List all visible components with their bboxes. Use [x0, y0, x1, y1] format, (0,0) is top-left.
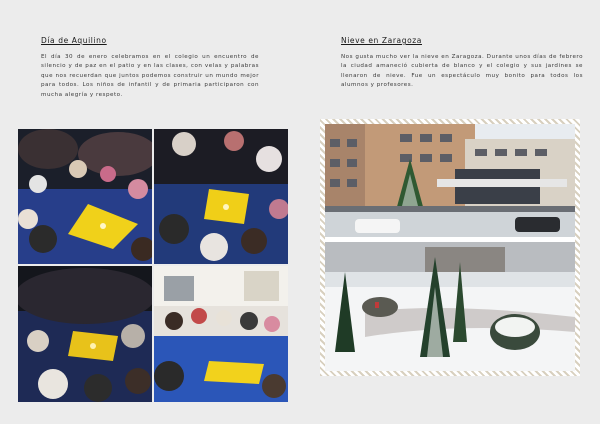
- left-page-title: Día de Aquilino: [41, 36, 107, 45]
- photo-image: [325, 242, 575, 371]
- photo-image: [154, 129, 288, 264]
- photo-image: [18, 266, 152, 402]
- right-page-title: Nieve en Zaragoza: [341, 36, 422, 45]
- photo-children-candles-2: [154, 129, 288, 264]
- photo-image: [18, 129, 152, 264]
- photo-children-dark-hall: [18, 266, 152, 402]
- photo-children-classroom: [154, 266, 288, 402]
- left-page-paragraph: El día 30 de enero celebramos en el colegio un encuentro de silencio y de paz en el patio y en las clases, con velas y palabras que nos recuerdan que juntos podemos construir un mundo mejor para todos. Los niños de infantil y de primaria participaron con mucha alegría y respeto.: [41, 54, 259, 98]
- right-page-paragraph: Nos gusta mucho ver la nieve en Zaragoza. Durante unos días de febrero la ciudad amaneció cubierta de blanco y el colegio y sus jardines se llenaron de nieve. Fue un espectáculo muy bonito para todos los alumnos y profesores.: [341, 54, 583, 89]
- photo-image: [154, 266, 288, 402]
- photo-image: [325, 124, 575, 237]
- photo-school-building-snow: [325, 124, 575, 237]
- photo-children-candles-1: [18, 129, 152, 264]
- photo-snowy-park: [325, 242, 575, 371]
